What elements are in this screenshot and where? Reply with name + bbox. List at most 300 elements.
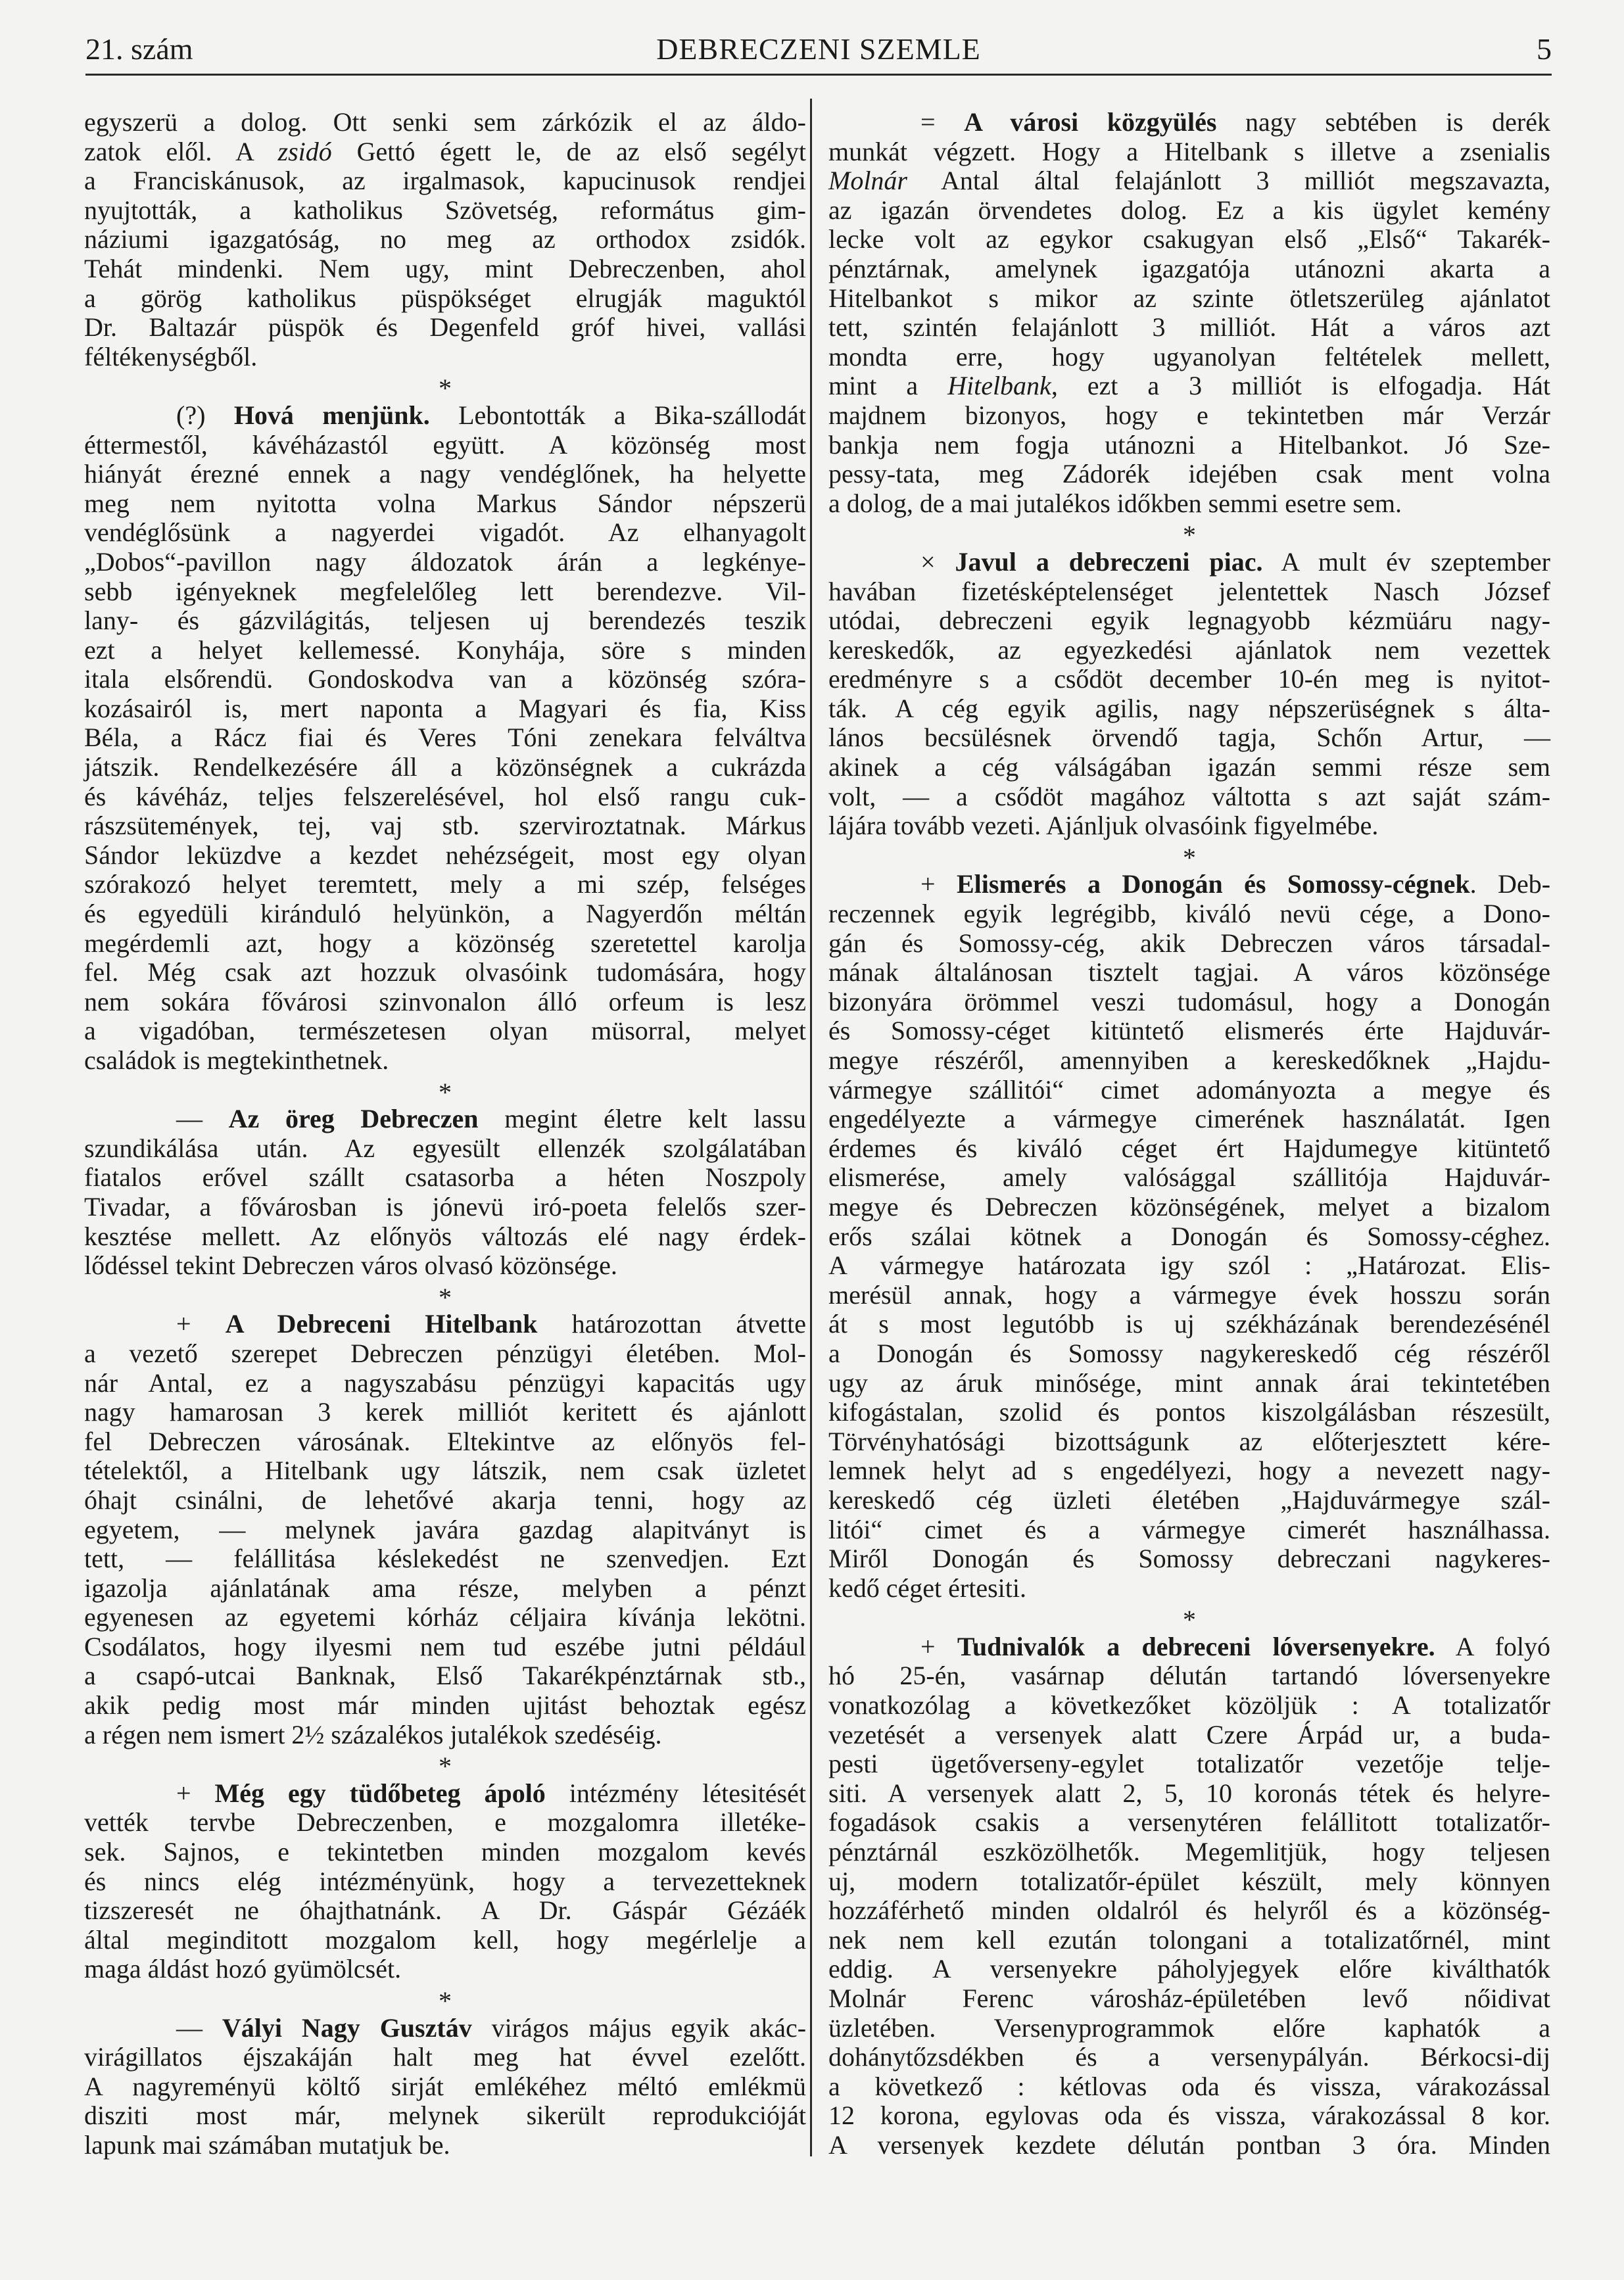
text-run: vendéglősünk a nagyerdei vigadót. Az elhanyagolt: [84, 517, 806, 548]
text-run: Antal által felajánlott 3 milliót megszavazta,: [907, 166, 1550, 196]
text-line: [828, 1661, 1550, 1691]
text-line: [84, 958, 806, 987]
article-headline: Tudnivalók a debreceni lóversenyekre.: [957, 1631, 1435, 1661]
text-line: [84, 489, 806, 519]
text-line: [828, 1515, 1550, 1545]
text-line: [84, 1339, 806, 1369]
text-run: ×: [920, 546, 955, 577]
text-run: határozottan átvette: [537, 1309, 806, 1339]
text-line: [84, 2131, 806, 2160]
text-line: [828, 1281, 1550, 1310]
text-line: [84, 254, 806, 284]
text-run: és kávéház, teljes felszerelésével, hol első rangu cuk-: [84, 781, 806, 811]
section-separator: *: [1183, 520, 1196, 550]
text-line: [828, 1104, 1550, 1134]
text-line: [84, 1046, 806, 1076]
text-line: [828, 1632, 1550, 1662]
text-line: [84, 1310, 806, 1339]
text-line: [84, 166, 806, 196]
text-line: [84, 870, 806, 899]
text-line: [828, 431, 1550, 460]
text-run: és nincs elég intézményünk, hogy a tervezetteknek: [84, 1866, 806, 1896]
text-line: [828, 371, 1550, 401]
text-line: [84, 782, 806, 812]
text-run: 12 korona, egylovas oda és vissza, várakozással 8 kor.: [828, 2101, 1550, 2131]
text-line: [84, 460, 806, 489]
text-line: [828, 636, 1550, 665]
emphasis-text: Hitelbank: [947, 371, 1051, 401]
section-separator: *: [439, 1751, 452, 1782]
text-run: A folyó: [1435, 1631, 1551, 1661]
text-line: [84, 313, 806, 343]
text-run: fel Debreczen városának. Eltekintve az előnyös fel-: [84, 1426, 806, 1456]
text-line: [828, 1544, 1550, 1574]
article-headline: A Debreceni Hitelbank: [225, 1309, 538, 1339]
text-line: [84, 1721, 806, 1750]
article-headline: Még egy tüdőbeteg ápoló: [214, 1778, 546, 1808]
text-run: a csapó-utcai Banknak, Első Takarékpénztárnak stb.,: [84, 1661, 806, 1691]
column-divider: [810, 99, 812, 2156]
text-run: eredményre s a csődöt december 10-én meg is nyitot-: [828, 664, 1550, 694]
text-run: a régen nem ismert 2½ százalékos jutalékok szedéséig.: [84, 1719, 662, 1749]
text-run: érdemes és kiváló céget ért Hajdumegye kitüntető: [828, 1133, 1550, 1163]
text-run: virágos május egyik akác-: [471, 2012, 807, 2043]
text-run: Hitelbankot s mikor az szinte ötletszerüleg ajánlatot: [828, 283, 1550, 313]
text-line: [828, 1398, 1550, 1427]
text-run: gán és Somossy-cég, akik Debreczen város társadal-: [828, 928, 1550, 958]
article-headline: Hová menjünk.: [233, 400, 430, 430]
text-line: [828, 929, 1550, 959]
text-run: éttermestől, kávéházastól együtt. A közönség most: [84, 429, 806, 460]
article-headline: Elismerés a Donogán és Somossy-cégnek: [956, 869, 1470, 899]
text-line: [828, 987, 1550, 1017]
text-run: hiányát érezné ennek a nagy vendéglőnek, ha helyette: [84, 459, 806, 489]
article-headline: A városi közgyülés: [964, 107, 1217, 137]
text-run: át s most legutóbb is uj székházának berendezésénél: [828, 1309, 1550, 1339]
text-run: által meginditott mozgalom kell, hogy megérlelje a: [84, 1924, 806, 1955]
text-run: szórakozó helyet teremtett, mely a mi szép, felséges: [84, 869, 806, 899]
text-line: [828, 1896, 1550, 1926]
text-line: [828, 137, 1550, 167]
text-run: megérdemli azt, hogy a közönség szeretettel karolja: [84, 928, 806, 958]
text-run: Béla, a Rácz fiai és Veres Tóni zenekara felváltva: [84, 723, 806, 753]
text-run: majdnem bizonyos, hogy e tekintetben már Verzár: [828, 400, 1550, 430]
text-run: fel. Még csak azt hozzuk olvasóink tudomására, hogy: [84, 957, 806, 987]
text-line: [828, 1456, 1550, 1486]
text-run: ták. A cég egyik agilis, nagy népszerüségnek s álta-: [828, 693, 1550, 723]
text-run: A versenyek kezdete délután pontban 3 óra. Minden: [828, 2129, 1550, 2160]
text-line: [828, 753, 1550, 782]
text-line: [828, 1926, 1550, 1955]
text-line: [84, 1163, 806, 1193]
text-run: Törvényhatósági bizottságunk az előterjesztett kére-: [828, 1426, 1550, 1456]
text-run: óhajt csinálni, de lehetővé akarja tenni, hogy az: [84, 1484, 806, 1515]
article-paragraph: [84, 108, 806, 371]
text-run: pénztárnál eszközölhetők. Megemlitjük, hogy teljesen: [828, 1837, 1550, 1867]
newspaper-title: DEBRECZENI SZEMLE: [656, 32, 981, 66]
text-run: pénztárnak, amelynek igazgatója utánozni akarta a: [828, 253, 1550, 283]
section-separator: *: [1183, 1605, 1196, 1635]
text-run: kereskedők, az egyezkedési ajánlatok nem vezettek: [828, 634, 1550, 665]
text-run: vezetését a versenyek alatt Czere Árpád ur, a buda-: [828, 1719, 1550, 1749]
text-run: játszik. Rendelkezésére áll a közönségnek a cukrázda: [84, 752, 806, 782]
text-run: Miről Donogán és Somossy debreczani nagykeres-: [828, 1544, 1550, 1574]
section-separator: *: [439, 1282, 452, 1312]
text-line: [84, 401, 806, 431]
text-line: [84, 1867, 806, 1897]
text-run: megint életre kelt lassu: [478, 1104, 807, 1134]
text-run: az igazán örvendetes dolog. Ez a kis ügylet kemény: [828, 195, 1550, 225]
text-line: [84, 108, 806, 137]
text-line: [84, 577, 806, 607]
text-run: a vezető szerepet Debreczen pénzügyi életében. Mol-: [84, 1338, 806, 1368]
article-headline: Vályi Nagy Gusztáv: [222, 2012, 472, 2043]
text-line: [828, 1310, 1550, 1339]
text-line: [828, 694, 1550, 724]
text-line: [84, 665, 806, 694]
text-run: kozásairól is, mert naponta a Magyari és fia, Kiss: [84, 693, 806, 723]
article-paragraph: [828, 548, 1550, 841]
text-line: [828, 665, 1550, 694]
text-line: [828, 1838, 1550, 1867]
text-run: kedő céget értesiti.: [828, 1573, 1026, 1603]
text-run: reczennek egyik legrégibb, kiváló nevü cége, a Dono-: [828, 899, 1550, 929]
text-run: kereskedő cég üzleti életében „Hajduvármegye szál-: [828, 1484, 1550, 1515]
text-run: egyszerü a dolog. Ott senki sem zárkózik el az áldo-: [84, 107, 806, 137]
text-run: +: [176, 1309, 226, 1339]
text-run: a dolog, de a mai jutalékos időkben semmi esetre sem.: [828, 488, 1402, 518]
text-run: Molnár Ferenc városház-épületében levő nőidivat: [828, 1983, 1550, 2013]
text-line: [828, 225, 1550, 254]
text-line: [828, 1486, 1550, 1515]
text-line: [828, 1721, 1550, 1750]
text-run: fiatalos erővel szállt csatasorba a héten Noszpoly: [84, 1162, 806, 1193]
text-run: ugy az áruk minősége, mint annak árai tekintetében: [828, 1367, 1550, 1398]
text-run: mint a: [828, 371, 948, 401]
text-line: [84, 1838, 806, 1867]
text-line: [828, 489, 1550, 519]
text-line: [84, 1779, 806, 1809]
text-run: Lebontották a Bika-szállodát: [429, 400, 806, 430]
text-line: [828, 1016, 1550, 1046]
text-line: [828, 2043, 1550, 2072]
text-line: [828, 1163, 1550, 1193]
text-line: [84, 1603, 806, 1632]
article-paragraph: [84, 401, 806, 1076]
text-line: [828, 1779, 1550, 1809]
text-run: nek nem kell ezután tolongani a totalizatőrnél, mint: [828, 1924, 1550, 1955]
text-run: disziti most már, melynek sikerült reprodukcióját: [84, 2101, 806, 2131]
text-line: [828, 577, 1550, 607]
text-line: [828, 108, 1550, 137]
text-run: itala elsőrendü. Gondoskodva van a közönség szóra-: [84, 664, 806, 694]
text-run: vették tervbe Debreczenben, e mozgalomra illetéke-: [84, 1807, 806, 1838]
text-line: [84, 2043, 806, 2072]
text-line: [828, 1134, 1550, 1164]
text-line: [84, 1251, 806, 1281]
text-run: fogadások csakis a versenytéren felállitott totalizatőr-: [828, 1807, 1550, 1838]
text-run: . Deb-: [1469, 869, 1551, 899]
article-paragraph: [828, 108, 1550, 518]
text-run: és Somossy-céget kitüntető elismerés érte Hajduvár-: [828, 1016, 1550, 1046]
text-run: sek. Sajnos, e tekintetben minden mozgalom kevés: [84, 1837, 806, 1867]
text-run: Dr. Baltazár püspök és Degenfeld gróf hivei, vallási: [84, 312, 806, 343]
section-separator: *: [439, 1986, 452, 2016]
article-paragraph: [84, 1310, 806, 1749]
text-run: szundikálása után. Az egyesült ellenzék szolgálatában: [84, 1133, 806, 1163]
text-line: [828, 460, 1550, 489]
text-line: [84, 841, 806, 870]
text-line: [828, 606, 1550, 636]
text-run: Csodálatos, hogy ilyesmi nem tud eszébe jutni például: [84, 1631, 806, 1661]
text-run: lany- és gázvilágitás, teljesen uj berendezés teszik: [84, 606, 806, 636]
section-separator: *: [1183, 842, 1196, 872]
text-line: [84, 1486, 806, 1515]
text-run: engedélyezte a vármegye cimerének használatát. Igen: [828, 1104, 1550, 1134]
text-line: [828, 254, 1550, 284]
text-line: [84, 137, 806, 167]
text-line: [84, 1632, 806, 1662]
article-paragraph: [84, 1779, 806, 1984]
text-run: családok is megtekinthetnek.: [84, 1045, 389, 1075]
text-line: [84, 723, 806, 753]
text-run: és egyedüli kiránduló helyünkön, a Nagyerdőn méltán: [84, 899, 806, 929]
text-run: munkát végzett. Hogy a Hitelbank s illetve a zsenialis: [828, 136, 1550, 166]
section-separator: *: [439, 373, 452, 404]
text-run: volt, — a csődöt magához váltotta s azt saját szám-: [828, 781, 1550, 811]
text-line: [84, 1661, 806, 1691]
text-line: [828, 1867, 1550, 1897]
text-line: [828, 1251, 1550, 1281]
text-run: akik pedig most már minden ujitást behoztak egész: [84, 1690, 806, 1721]
emphasis-text: zsidó: [277, 136, 332, 166]
section-separator: *: [439, 1077, 452, 1107]
text-run: tett, szintén felajánlott 3 milliót. Hát a város azt: [828, 312, 1550, 343]
text-run: üzletében. Versenyprogrammok előre kaphatók a: [828, 2012, 1550, 2043]
text-line: [84, 1104, 806, 1134]
text-line: [828, 1984, 1550, 2014]
text-run: egyetem, — melynek javára gazdag alapitványt is: [84, 1514, 806, 1544]
text-run: nyujtották, a katholikus Szövetség, református gim-: [84, 195, 806, 225]
text-line: [828, 343, 1550, 372]
text-run: intézmény létesitését: [545, 1778, 806, 1808]
text-run: A vármegye határozata igy szól : „Határozat. Elis-: [828, 1250, 1550, 1281]
text-run: lemnek helyt ad s engedélyezi, hogy a nevezett nagy-: [828, 1456, 1550, 1486]
text-run: litói“ cimet és a vármegye cimerét használhassa.: [828, 1514, 1550, 1544]
text-line: [84, 1808, 806, 1838]
text-line: [828, 313, 1550, 343]
text-line: [84, 1691, 806, 1721]
article-headline: Az öreg Debreczen: [228, 1104, 479, 1134]
text-line: [828, 2101, 1550, 2131]
text-run: virágillatos éjszakáján halt meg hat évvel ezelőtt.: [84, 2042, 806, 2072]
text-run: hó 25-én, vasárnap délután tartandó lóversenyekre: [828, 1661, 1550, 1691]
text-line: [84, 284, 806, 314]
text-run: nár Antal, ez a nagyszabásu pénzügyi kapacitás ugy: [84, 1367, 806, 1398]
text-line: [84, 1222, 806, 1252]
text-line: [828, 1749, 1550, 1779]
text-run: siti. A versenyek alatt 2, 5, 10 koronás tétek és helyre-: [828, 1778, 1550, 1808]
text-line: [84, 2101, 806, 2131]
text-line: [84, 1955, 806, 1984]
text-line: [828, 2131, 1550, 2160]
text-run: +: [920, 869, 957, 899]
text-line: [828, 811, 1550, 841]
text-run: Tehát mindenki. Nem ugy, mint Debreczenben, ahol: [84, 253, 806, 283]
text-line: [84, 987, 806, 1017]
article-paragraph: [828, 870, 1550, 1603]
text-run: bizonyára örömmel veszi tudomásul, hogy a Donogán: [828, 986, 1550, 1016]
text-run: akinek a cég válságában igazán semmi része sem: [828, 752, 1550, 782]
text-line: [84, 1016, 806, 1046]
text-line: [828, 166, 1550, 196]
text-line: [828, 1076, 1550, 1105]
text-line: [84, 929, 806, 959]
text-run: uj, modern totalizatőr-épület készült, mely könnyen: [828, 1866, 1550, 1896]
text-run: mának általánosan tisztelt tagjai. A város közönsége: [828, 957, 1550, 987]
text-line: [828, 1574, 1550, 1603]
text-run: dohánytőzsdékben és a versenypályán. Bérkocsi-dij: [828, 2042, 1550, 2072]
article-paragraph: [84, 1104, 806, 1281]
text-run: A nagyreményü költő sirját emlékéhez méltó emlékmü: [84, 2071, 806, 2101]
text-run: A mult év szeptember: [1262, 546, 1550, 577]
text-line: [828, 782, 1550, 812]
text-line: [828, 1222, 1550, 1252]
right-column: [828, 108, 1550, 2160]
text-line: [828, 870, 1550, 899]
text-run: +: [920, 1631, 957, 1661]
page-header: [85, 29, 1552, 70]
text-line: [828, 196, 1550, 226]
text-line: [84, 1193, 806, 1222]
text-run: lapunk mai számában mutatjuk be.: [84, 2129, 450, 2160]
header-rule: [85, 74, 1552, 76]
text-run: Tivadar, a fővárosban is jónevü iró-poeta felelős szer-: [84, 1191, 806, 1222]
text-run: nagy hamarosan 3 kerek milliót keritett és ajánlott: [84, 1397, 806, 1427]
text-line: [84, 1398, 806, 1427]
text-run: tételektől, a Hitelbank ugy látszik, nem csak üzletet: [84, 1456, 806, 1486]
text-line: [84, 753, 806, 782]
text-line: [828, 958, 1550, 987]
text-run: egyenesen az egyetemi kórház céljaira kívánja lekötni.: [84, 1602, 806, 1632]
text-run: kifogástalan, szolid és pontos kiszolgálásban részesült,: [828, 1397, 1550, 1427]
text-run: lános becsülésnek örvendő tagja, Schőn Artur, —: [828, 723, 1550, 753]
text-run: rászsütemények, tej, vaj stb. szerviroztatnak. Márkus: [84, 811, 806, 841]
article-headline: Javul a debreczeni piac.: [955, 546, 1263, 577]
text-run: mondta erre, hogy ugyanolyan feltételek mellett,: [828, 341, 1550, 371]
text-run: erős szálai kötnek a Donogán és Somossy-céghez.: [828, 1221, 1550, 1251]
text-line: [828, 401, 1550, 431]
text-line: [84, 2014, 806, 2043]
text-run: lecke volt az egykor csakugyan első „Első“ Takarék-: [828, 224, 1550, 254]
text-run: meg nem nyitotta volna Markus Sándor népszerü: [84, 488, 806, 518]
text-run: kesztése mellett. Az előnyös változás elé nagy érdek-: [84, 1221, 806, 1251]
text-run: a Donogán és Somossy nagykereskedő cég részéről: [828, 1338, 1550, 1368]
text-line: [84, 1134, 806, 1164]
text-run: pesti ügetőverseny-egylet totalizatőr vezetője telje-: [828, 1749, 1550, 1779]
text-run: sebb igényeknek megfelelőleg lett berendezve. Vil-: [84, 576, 806, 606]
text-run: elismerése, amely valósággal szállitója Hajduvár-: [828, 1162, 1550, 1193]
text-run: —: [176, 2012, 222, 2043]
text-run: eddig. A versenyekre páholyjegyek előre kiválthatók: [828, 1954, 1550, 1984]
text-line: [828, 1808, 1550, 1838]
text-line: [828, 1691, 1550, 1721]
text-line: [84, 225, 806, 254]
text-run: nagy sebtében is derék: [1216, 107, 1550, 137]
text-line: [84, 694, 806, 724]
text-line: [828, 1046, 1550, 1076]
text-run: zatok elől. A: [84, 136, 278, 166]
text-line: [828, 1427, 1550, 1457]
text-line: [828, 2072, 1550, 2102]
text-run: bankja nem fogja utánozni a Hitelbankot. Jó Sze-: [828, 429, 1550, 460]
text-line: [84, 1427, 806, 1457]
issue-number: 21. szám: [85, 32, 193, 66]
text-run: +: [176, 1778, 215, 1808]
text-run: vonatkozólag a következőket közöljük : A totalizatőr: [828, 1690, 1550, 1721]
text-run: utódai, debreczeni egyik legnagyobb kézmüáru nagy-: [828, 606, 1550, 636]
text-run: „Dobos“-pavillon nagy áldozatok árán a legkénye-: [84, 546, 806, 577]
text-line: [828, 723, 1550, 753]
text-run: a vigadóban, természetesen olyan müsorral, melyet: [84, 1016, 806, 1046]
text-run: féltékenységből.: [84, 341, 258, 371]
text-line: [84, 636, 806, 665]
text-line: [84, 431, 806, 460]
text-line: [828, 899, 1550, 929]
text-line: [84, 1515, 806, 1545]
text-run: havában fizetésképtelenséget jelentettek Nasch József: [828, 576, 1550, 606]
left-column: [84, 108, 806, 2160]
text-line: [84, 1574, 806, 1603]
text-run: —: [176, 1104, 229, 1134]
text-line: [828, 1193, 1550, 1222]
text-line: [828, 2014, 1550, 2043]
text-line: [84, 1896, 806, 1926]
text-run: lődéssel tekint Debreczen város olvasó közönsége.: [84, 1250, 617, 1281]
text-run: ezt a helyet kellemessé. Konyhája, söre s minden: [84, 634, 806, 665]
text-run: a Franciskánusok, az irgalmasok, kapucinusok rendjei: [84, 166, 806, 196]
text-line: [828, 284, 1550, 314]
text-line: [84, 518, 806, 548]
text-line: [828, 1955, 1550, 1984]
text-run: megye és Debreczen közönségének, melyet a bizalom: [828, 1191, 1550, 1222]
text-line: [84, 811, 806, 841]
text-line: [84, 1544, 806, 1574]
text-run: tett, — felállitása késlekedést ne szenvedjen. Ezt: [84, 1544, 806, 1574]
text-run: =: [920, 107, 965, 137]
text-run: Gettó égett le, de az első segélyt: [331, 136, 807, 166]
text-line: [84, 548, 806, 577]
text-line: [84, 343, 806, 372]
emphasis-text: Molnár: [828, 166, 907, 196]
text-run: igazolja ajánlatának ama része, melyben a pénzt: [84, 1573, 806, 1603]
text-line: [84, 606, 806, 636]
text-run: Sándor leküzdve a kezdet nehézségeit, most egy olyan: [84, 840, 806, 870]
text-line: [84, 1369, 806, 1398]
text-run: náziumi igazgatóság, no meg az orthodox zsidók.: [84, 224, 806, 254]
text-run: , ezt a 3 milliót is elfogadja. Hát: [1051, 371, 1551, 401]
text-line: [828, 1369, 1550, 1398]
text-line: [84, 196, 806, 226]
text-run: a görög katholikus püspökséget elrugják maguktól: [84, 283, 806, 313]
article-paragraph: [828, 1632, 1550, 2160]
text-run: merésül annak, hogy a vármegye évek hosszu során: [828, 1279, 1550, 1310]
text-run: maga áldást hozó gyümölcsét.: [84, 1954, 402, 1984]
text-line: [84, 2072, 806, 2102]
text-run: nem sokára fővárosi szinvonalon álló orfeum is lesz: [84, 986, 806, 1016]
text-line: [828, 548, 1550, 577]
text-run: megye részéről, amennyiben a kereskedőknek „Hajdu-: [828, 1045, 1550, 1075]
